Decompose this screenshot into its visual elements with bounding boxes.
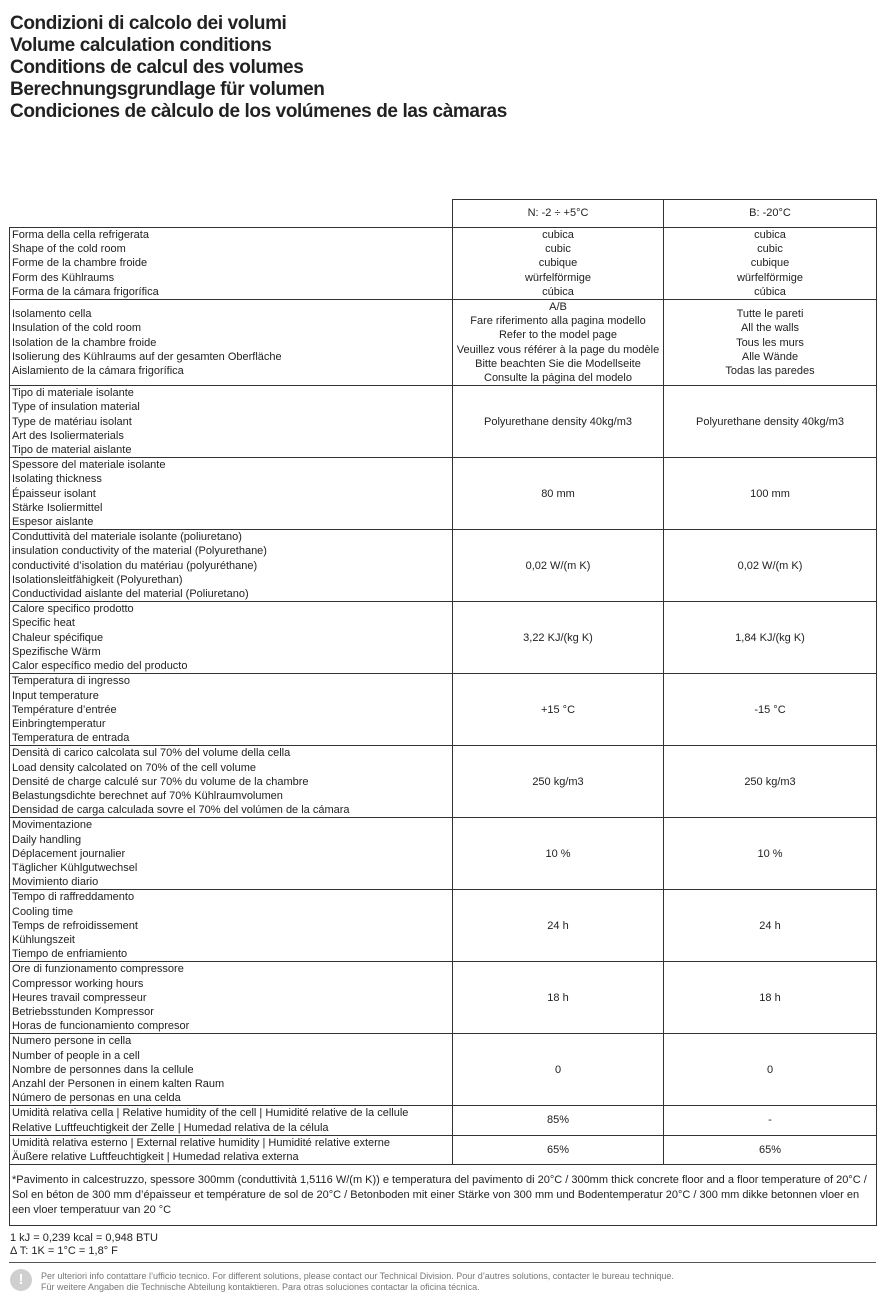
table-row	[10, 890, 877, 962]
row-label-line: Forme de la chambre froide	[12, 257, 148, 270]
row-label-line: Espesor aislante	[12, 516, 94, 529]
value-b-line: 0,02 W/(m K)	[737, 559, 803, 572]
row-label-line: Calor específico medio del producto	[12, 660, 188, 673]
row-label-line: Tipo di materiale isolante	[12, 387, 134, 400]
value-n-line: würfelförmige	[524, 271, 592, 284]
row-label-line: Shape of the cold room	[12, 243, 126, 256]
footer-text	[41, 1271, 674, 1293]
value-b	[664, 1106, 877, 1135]
value-b-line: würfelförmige	[736, 271, 804, 284]
row-label-line: Ore di funzionamento compressore	[12, 963, 184, 976]
row-label-line: Aislamiento de la cámara frigorífica	[12, 364, 184, 377]
value-b-line: 65%	[758, 1143, 782, 1156]
value-n-line: cubique	[538, 257, 578, 270]
table-row	[10, 458, 877, 530]
value-b-line: 10 %	[757, 847, 783, 860]
value-n-line: Fare riferimento alla pagina modello	[470, 315, 646, 328]
value-b	[664, 458, 877, 530]
row-label-line: Numero persone in cella	[12, 1035, 132, 1048]
row-label-line: Input temperature	[12, 689, 99, 702]
row-label-line: Heures travail compresseur	[12, 991, 147, 1004]
value-b	[664, 674, 877, 746]
table-row	[10, 300, 877, 386]
row-label	[10, 300, 453, 386]
title-es: Condiciones de càlculo de los volúmenes de las càmaras	[10, 101, 507, 122]
row-label	[10, 746, 453, 818]
row-label	[10, 818, 453, 890]
value-b	[664, 602, 877, 674]
unit-conversions	[10, 1232, 158, 1258]
row-label-line: Anzahl der Personen in einem kalten Raum	[12, 1077, 225, 1090]
row-label-line: Forma della cella refrigerata	[12, 229, 149, 241]
value-n	[453, 962, 664, 1034]
table-row	[10, 602, 877, 674]
row-label	[10, 1034, 453, 1106]
value-n-line: Consulte la página del modelo	[484, 372, 632, 385]
row-label-line: Kühlungszeit	[12, 933, 75, 946]
footer-divider	[9, 1262, 876, 1263]
value-b-line: Tutte le pareti	[736, 308, 804, 321]
value-n-line: Bitte beachten Sie die Modellseite	[475, 357, 641, 370]
floor-note: *Pavimento in calcestruzzo, spessore 300mm (conduttività 1,5116 W/(m K)) e temperatura del pavimento di 20°C / 300mm thick concrete floor and a floor temperature of 20°C / Sol en béton de 300 mm d’épaisseur et température de sol de 20°C / Betonboden mit einer Stärke von 300 mm und Bodentemperatur 20°C / 300 mm dikke betonnen vloer en een vloer temperatuur van 20 °C	[10, 1165, 877, 1226]
row-label	[10, 674, 453, 746]
row-label-line: Chaleur spécifique	[12, 631, 104, 644]
row-label-line: Einbringtemperatur	[12, 717, 106, 730]
value-b-line: cubic	[757, 243, 783, 256]
row-label-line: Tipo de material aislante	[12, 444, 132, 457]
table-row	[10, 1034, 877, 1106]
value-b-line: Todas las paredes	[725, 364, 815, 377]
row-label	[10, 458, 453, 530]
value-b-line: Alle Wände	[741, 350, 799, 363]
value-n-line: cubic	[545, 243, 571, 256]
value-n-line: 0,02 W/(m K)	[525, 559, 591, 572]
value-n-line: Refer to the model page	[498, 329, 618, 342]
value-b-line: 250 kg/m3	[744, 775, 796, 788]
value-n-line: +15 °C	[540, 703, 576, 716]
row-label-line: Temperatura di ingresso	[12, 675, 131, 688]
row-label-line: Déplacement journalier	[12, 847, 126, 860]
value-b-line: 1,84 KJ/(kg K)	[735, 631, 805, 644]
row-label-line: Temperatura de entrada	[12, 732, 130, 745]
row-label	[10, 962, 453, 1034]
row-label	[10, 228, 453, 300]
table-row	[10, 962, 877, 1034]
value-b	[664, 890, 877, 962]
value-b-line: cubica	[754, 229, 786, 241]
value-n-line: 65%	[546, 1143, 570, 1156]
conversion-energy: 1 kJ = 0,239 kcal = 0,948 BTU	[10, 1232, 158, 1244]
table-header-row	[10, 200, 877, 228]
footer-line: Per ulteriori info contattare l’ufficio tecnico. For different solutions, please contact our Technical Division. Pour d’autres solutions, contacter le bureau technique.	[41, 1271, 674, 1281]
value-n-line: cubica	[542, 229, 574, 241]
value-b-line: All the walls	[740, 322, 800, 335]
row-label-line: Conductividad aislante del material (Poliuretano)	[12, 588, 249, 601]
row-label	[10, 530, 453, 602]
table-row	[10, 530, 877, 602]
row-label-line: Isolation de la chambre froide	[12, 336, 157, 349]
row-label	[10, 890, 453, 962]
row-label-line: Tiempo de enfriamiento	[12, 948, 128, 961]
conversion-temperature: Δ T: 1K = 1°C = 1,8° F	[10, 1245, 118, 1257]
value-b-line: 100 mm	[750, 487, 790, 500]
value-n-line: 10 %	[545, 847, 571, 860]
value-b-line: -15 °C	[754, 703, 786, 716]
value-n-line: 250 kg/m3	[532, 775, 584, 788]
value-n	[453, 1106, 664, 1135]
row-label-line: Tempo di raffreddamento	[12, 891, 135, 904]
row-label-line: Compressor working hours	[12, 977, 144, 990]
table-row	[10, 746, 877, 818]
value-n	[453, 746, 664, 818]
row-label-line: Spezifische Wärm	[12, 645, 101, 658]
value-b-line: cúbica	[754, 285, 786, 298]
row-label-line: Relative Luftfeuchtigkeit der Zelle | Humedad relativa de la célula	[12, 1121, 329, 1134]
row-label-line: Movimentazione	[12, 819, 93, 832]
value-n	[453, 674, 664, 746]
row-label-line: Art des Isoliermaterials	[12, 429, 124, 442]
value-b-line: 24 h	[759, 919, 781, 932]
value-b-line: Polyurethane density 40kg/m3	[696, 415, 844, 428]
row-label-line: Type de matériau isolant	[12, 415, 132, 428]
value-b-line: -	[768, 1114, 772, 1127]
row-label-line: Densità di carico calcolata sul 70% del volume della cella	[12, 747, 291, 760]
table-body	[10, 228, 877, 1226]
header-blank-cell	[10, 200, 453, 228]
row-label-line: Number of people in a cell	[12, 1049, 140, 1062]
value-n-line: cúbica	[542, 285, 574, 298]
row-label-line: Form des Kühlraums	[12, 271, 115, 284]
row-label-line: insulation conductivity of the material (Polyurethane)	[12, 545, 267, 558]
value-b-line: cubique	[750, 257, 790, 270]
value-n	[453, 530, 664, 602]
row-label-line: Número de personas en una celda	[12, 1092, 181, 1105]
title-block	[10, 13, 507, 123]
table-row	[10, 1135, 877, 1164]
footer-line: Für weitere Angaben die Technische Abteilung kontaktieren. Para otras soluciones contactar la oficina técnica.	[41, 1282, 480, 1292]
value-b	[664, 1034, 877, 1106]
table-row	[10, 818, 877, 890]
col-header-b: B: -20°C	[664, 200, 877, 228]
value-n	[453, 1034, 664, 1106]
title-fr: Conditions de calcul des volumes	[10, 57, 304, 78]
row-label-line: Load density calcolated on 70% of the cell volume	[12, 761, 256, 774]
table-row	[10, 674, 877, 746]
row-label	[10, 386, 453, 458]
row-label-line: Isolating thickness	[12, 473, 102, 486]
value-n	[453, 602, 664, 674]
value-b	[664, 228, 877, 300]
value-n	[453, 228, 664, 300]
row-label-line: Insulation of the cold room	[12, 322, 142, 335]
table-row	[10, 1106, 877, 1135]
title-de: Berechnungsgrundlage für volumen	[10, 79, 325, 100]
value-b	[664, 1135, 877, 1164]
value-n-line: A/B	[549, 301, 567, 314]
title-it: Condizioni di calcolo dei volumi	[10, 13, 287, 34]
row-label-line: Cooling time	[12, 905, 74, 918]
value-n	[453, 1135, 664, 1164]
value-b-line: 0	[766, 1063, 774, 1076]
row-label-line: Daily handling	[12, 833, 82, 846]
value-b	[664, 386, 877, 458]
row-label-line: Isolationsleitfähigkeit (Polyurethan)	[12, 573, 183, 586]
value-n	[453, 818, 664, 890]
row-label-line: Calore specifico prodotto	[12, 603, 134, 616]
row-label-line: Temps de refroidissement	[12, 919, 138, 932]
row-label-line: Type of insulation material	[12, 401, 140, 414]
row-label-line: Nombre de personnes dans la cellule	[12, 1063, 194, 1076]
row-label-line: Température d’entrée	[12, 703, 117, 716]
row-label-line: Umidità relativa esterno | External relative humidity | Humidité relative externe	[12, 1136, 391, 1149]
value-n	[453, 300, 664, 386]
value-n	[453, 458, 664, 530]
row-label-line: Isolierung des Kühlraums auf der gesamten Oberfläche	[12, 350, 282, 363]
row-label-line: Isolamento cella	[12, 308, 92, 321]
row-label-line: Movimiento diario	[12, 876, 99, 889]
value-n	[453, 890, 664, 962]
value-n-line: 80 mm	[541, 487, 575, 500]
value-n	[453, 386, 664, 458]
value-n-line: 85%	[546, 1114, 570, 1127]
value-n-line: Veuillez vous référer à la page du modèle	[456, 343, 660, 356]
row-label-line: Stärke Isoliermittel	[12, 501, 103, 514]
value-b	[664, 530, 877, 602]
row-label-line: Äußere relative Luftfeuchtigkeit | Humedad relativa externa	[12, 1151, 299, 1163]
value-b	[664, 818, 877, 890]
row-label-line: Densidad de carga calculada sovre el 70% del volúmen de la cámara	[12, 804, 350, 817]
row-label-line: Specific heat	[12, 617, 75, 630]
row-label-line: Densité de charge calculé sur 70% du volume de la chambre	[12, 775, 309, 788]
table-row	[10, 386, 877, 458]
row-label-line: Épaisseur isolant	[12, 487, 96, 500]
info-icon: !	[10, 1269, 32, 1291]
row-label-line: Forma de la cámara frigorífica	[12, 285, 159, 298]
row-label-line: Belastungsdichte berechnet auf 70% Kühlraumvolumen	[12, 789, 283, 802]
row-label	[10, 1106, 453, 1135]
title-en: Volume calculation conditions	[10, 35, 272, 56]
value-b-line: 18 h	[759, 991, 781, 1004]
value-b	[664, 962, 877, 1034]
value-n-line: 0	[554, 1063, 562, 1076]
row-label-line: Umidità relativa cella | Relative humidity of the cell | Humidité relative de la cellule	[12, 1107, 409, 1120]
table-row	[10, 228, 877, 300]
conditions-table	[9, 199, 877, 1226]
value-b-line: Tous les murs	[736, 336, 804, 349]
row-label	[10, 602, 453, 674]
row-label-line: Spessore del materiale isolante	[12, 459, 166, 472]
value-n-line: 24 h	[547, 919, 569, 932]
row-label-line: Conduttività del materiale isolante (poliuretano)	[12, 531, 242, 544]
value-n-line: 18 h	[547, 991, 569, 1004]
value-n-line: Polyurethane density 40kg/m3	[484, 415, 632, 428]
row-label-line: Betriebsstunden Kompressor	[12, 1005, 154, 1018]
value-n-line: 3,22 KJ/(kg K)	[523, 631, 593, 644]
value-b	[664, 300, 877, 386]
row-label-line: Täglicher Kühlgutwechsel	[12, 861, 138, 874]
row-label-line: Horas de funcionamiento compresor	[12, 1020, 190, 1033]
table-row	[10, 1165, 877, 1226]
value-b	[664, 746, 877, 818]
row-label	[10, 1135, 453, 1164]
row-label-line: conductivité d’isolation du matériau (polyuréthane)	[12, 559, 258, 572]
col-header-n: N: -2 ÷ +5°C	[453, 200, 664, 228]
